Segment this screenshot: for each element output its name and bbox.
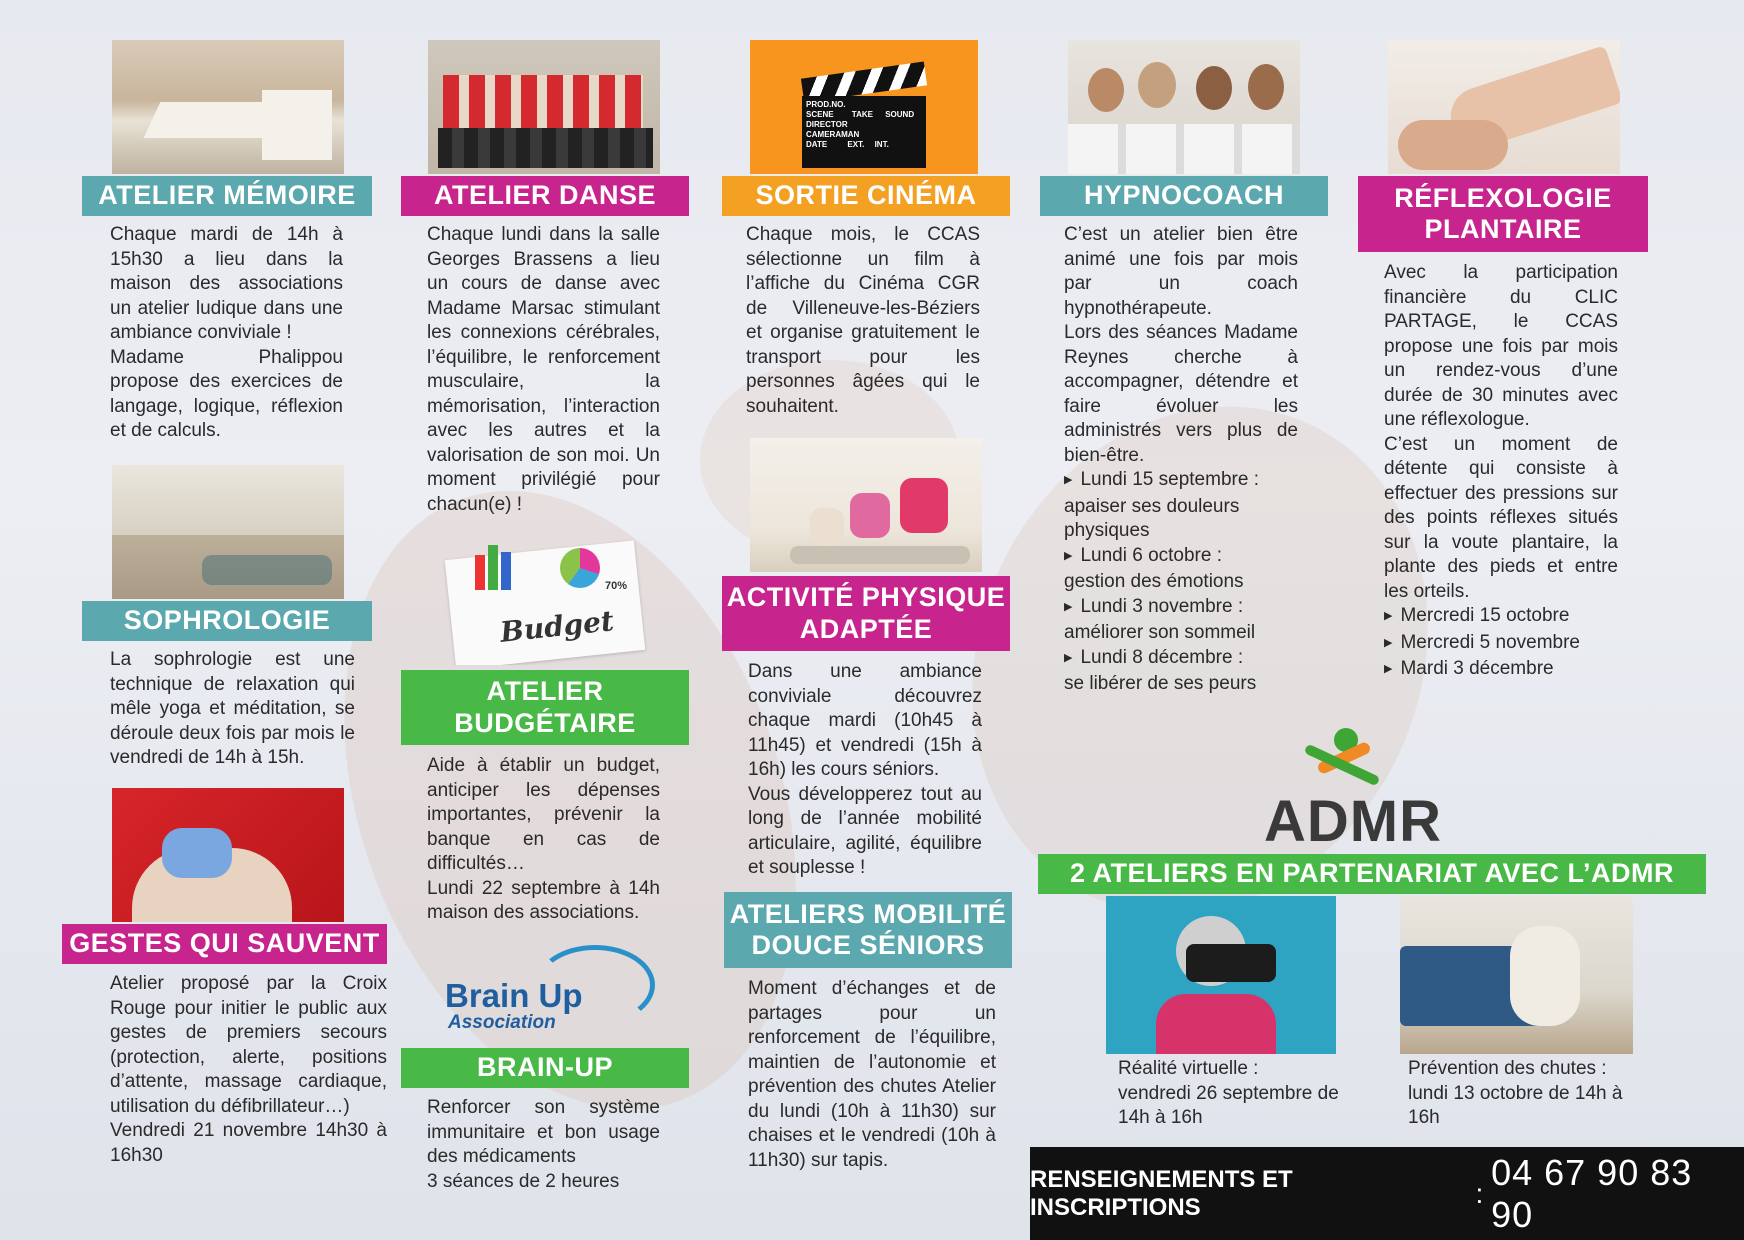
clap-line-sound: SOUND xyxy=(885,110,915,119)
apa-title xyxy=(722,576,1010,651)
hypnocoach-session-2 xyxy=(1064,544,1298,595)
clap-line-director: DIRECTOR xyxy=(806,120,848,129)
memoire-photo xyxy=(112,40,344,174)
hypnocoach-paragraph-2: Lors des séances Madame Reynes cherche à accompagner, détendre et faire évoluer les administrés vers plus de bien-être. xyxy=(1064,322,1298,466)
sophrologie-text xyxy=(110,648,355,771)
reflexologie-photo xyxy=(1388,40,1620,174)
apa-photo xyxy=(750,438,982,572)
memoire-paragraph-1: Chaque mardi de 14h à 15h30 a lieu dans la maison des associations un atelier ludique dans une ambiance conviviale ! xyxy=(110,224,343,343)
budget-image-percent: 70% xyxy=(605,580,628,592)
brain-up-text xyxy=(427,1096,660,1194)
reflexologie-paragraph-2: C’est un moment de détente qui consiste à effectuer des pressions sur des points réflexes situés sur la voute plantaire, la plante des pieds et entre les orteils. xyxy=(1384,433,1618,602)
budget-title xyxy=(401,670,689,745)
brain-up-logo-subtext: Association xyxy=(448,1012,556,1033)
admr-title xyxy=(1038,854,1706,894)
budget-image-word: Budget xyxy=(498,604,616,649)
reflexologie-title xyxy=(1358,176,1648,252)
mobilite-title xyxy=(724,892,1012,968)
footer-contact-bar xyxy=(1030,1147,1744,1240)
apa-text xyxy=(748,660,982,881)
memoire-paragraph-2: Madame Phalippou propose des exercices de langage, logique, réflexion et de calculs. xyxy=(110,346,343,441)
clap-line-ext: EXT. xyxy=(847,140,865,149)
danse-title xyxy=(401,176,689,216)
danse-title-text: ATELIER DANSE xyxy=(433,180,656,211)
memoire-title xyxy=(82,176,372,216)
brain-up-paragraph-1: Renforcer son système immunitaire et bon usage des médicaments xyxy=(427,1097,660,1167)
hypnocoach-session-1-date: ▶ Lundi 15 septembre : xyxy=(1064,468,1298,495)
reflexologie-text xyxy=(1384,261,1618,684)
hypnocoach-session-3-topic: améliorer son sommeil xyxy=(1064,622,1256,643)
mobilite-paragraph-1: Moment d’échanges et de partages pour un renforcement de l’équilibre, maintien de l’autonomie et prévention des chutes Atelier du lundi (10h à 11h30) sur chaises et le vendredi (10h à 11h30) sur tapis. xyxy=(748,978,996,1171)
clap-line-take: TAKE xyxy=(851,110,873,119)
hypnocoach-text xyxy=(1064,223,1298,697)
memoire-title-text: ATELIER MÉMOIRE xyxy=(98,180,356,211)
reflexologie-paragraph-1: Avec la participation financière du CLIC PARTAGE, le CCAS propose une fois par mois un rendez-vous d’une durée de 30 minutes avec une réflexologue. xyxy=(1384,262,1618,430)
apa-title-line-2: ADAPTÉE xyxy=(799,613,933,644)
brain-up-title-text: BRAIN-UP xyxy=(477,1052,613,1083)
gestes-photo xyxy=(112,788,344,922)
reflexologie-date-1: ▶ Mercredi 15 octobre xyxy=(1384,604,1618,631)
admr-vr-caption-line-2: vendredi 26 septembre de 14h à 16h xyxy=(1118,1082,1339,1128)
hypnocoach-title-text: HYPNOCOACH xyxy=(1083,180,1284,211)
apa-paragraph-2: Vous développerez tout au long de l’année mobilité articulaire, agilité, équilibre et souplesse ! xyxy=(748,783,982,878)
admr-title-text: 2 ATELIERS EN PARTENARIAT AVEC L’ADMR xyxy=(1069,858,1675,889)
reflexologie-date-2: ▶ Mercredi 5 novembre xyxy=(1384,631,1618,658)
admr-chute-caption-line-2: lundi 13 octobre de 14h à 16h xyxy=(1408,1082,1623,1128)
sophrologie-paragraph-1: La sophrologie est une technique de relaxation qui mêle yoga et méditation, se déroule deux fois par mois le vendredi de 14h à 15h. xyxy=(110,649,355,768)
clap-line-scene: SCENE xyxy=(806,110,834,119)
brain-up-paragraph-2: 3 séances de 2 heures xyxy=(427,1170,620,1192)
gestes-text xyxy=(110,972,387,1168)
brain-up-logo xyxy=(440,945,650,1035)
footer-separator: : xyxy=(1467,1177,1492,1209)
hypnocoach-session-2-topic: gestion des émotions xyxy=(1064,571,1244,592)
cinema-title xyxy=(722,176,1010,216)
hypnocoach-session-3-date: ▶ Lundi 3 novembre : xyxy=(1064,595,1298,622)
clap-line-cameraman: CAMERAMAN xyxy=(806,130,860,139)
hypnocoach-paragraph-1: C’est un atelier bien être animé une fois par mois par un coach hypnothérapeute. xyxy=(1064,224,1298,319)
hypnocoach-session-3 xyxy=(1064,595,1298,646)
footer-label: RENSEIGNEMENTS ET INSCRIPTIONS xyxy=(1030,1165,1293,1221)
hypnocoach-session-4-date: ▶ Lundi 8 décembre : xyxy=(1064,646,1298,673)
apa-paragraph-1: Dans une ambiance conviviale découvrez chaque mardi (10h45 à 11h45) et vendredi (15h à 16h) les cours séniors. xyxy=(748,661,982,780)
vr-headset-icon xyxy=(1186,944,1276,982)
sophrologie-title xyxy=(82,601,372,641)
admr-logo-text: ADMR xyxy=(1264,789,1442,854)
hypnocoach-photo xyxy=(1068,40,1300,174)
budget-title-line-2: BUDGÉTAIRE xyxy=(454,707,636,738)
hypnocoach-session-1 xyxy=(1064,468,1298,544)
hypnocoach-session-4-topic: se libérer de ses peurs xyxy=(1064,673,1257,694)
danse-photo xyxy=(428,40,660,174)
memoire-text xyxy=(110,223,343,444)
budget-text xyxy=(427,754,660,926)
danse-text xyxy=(427,223,660,517)
budget-image xyxy=(440,530,650,665)
gestes-title xyxy=(62,924,387,964)
reflexologie-title-line-2: PLANTAIRE xyxy=(1424,214,1582,244)
mobilite-title-line-2: DOUCE SÉNIORS xyxy=(751,930,985,960)
mobilite-title-line-1: ATELIERS MOBILITÉ xyxy=(729,898,1007,929)
admr-chute-caption-line-1: Prévention des chutes : xyxy=(1408,1058,1607,1079)
cinema-text xyxy=(746,223,980,419)
clap-line-prod: PROD.NO. xyxy=(806,100,846,109)
mobilite-text xyxy=(748,977,996,1173)
sophrologie-title-text: SOPHROLOGIE xyxy=(123,605,331,636)
hypnocoach-session-4 xyxy=(1064,646,1298,697)
budget-paragraph-1: Aide à établir un budget, anticiper les dépenses importantes, prévenir la banque en cas de difficultés… xyxy=(427,755,660,874)
budget-paragraph-2: Lundi 22 septembre à 14h maison des associations. xyxy=(427,877,660,923)
clap-line-date: DATE xyxy=(806,140,828,149)
cinema-title-text: SORTIE CINÉMA xyxy=(755,180,977,211)
reflexologie-title-line-1: RÉFLEXOLOGIE xyxy=(1394,182,1612,213)
admr-logo xyxy=(1262,722,1462,852)
admr-vr-caption-line-1: Réalité virtuelle : xyxy=(1118,1058,1259,1079)
brain-up-logo-text: Brain Up xyxy=(445,977,583,1014)
admr-vr-caption xyxy=(1118,1057,1358,1131)
danse-paragraph-1: Chaque lundi dans la salle Georges Brassens a lieu un cours de danse avec Madame Marsac stimulant les connexions cérébrales, l’équilibre, le renforcement musculaire, la mémorisation, l’interaction avec les autres et la valorisation de son moi. Un moment privilégié pour chacun(e) ! xyxy=(427,224,660,515)
admr-chute-caption xyxy=(1408,1057,1640,1131)
footer-phone: 04 67 90 83 90 xyxy=(1491,1151,1693,1235)
hypnocoach-title xyxy=(1040,176,1328,216)
apa-title-line-1: ACTIVITÉ PHYSIQUE xyxy=(726,582,1006,613)
clap-line-int: INT. xyxy=(874,140,889,149)
admr-vr-photo xyxy=(1106,896,1336,1054)
brain-up-title xyxy=(401,1048,689,1088)
sophrologie-photo xyxy=(112,465,344,599)
reflexologie-date-3: ▶ Mardi 3 décembre xyxy=(1384,657,1618,684)
gestes-paragraph-1: Atelier proposé par la Croix Rouge pour initier le public aux gestes de premiers secours (protection, alerte, positions d’attente, massage cardiaque, utilisation du défibrillateur…) xyxy=(110,973,387,1117)
budget-title-line-1: ATELIER xyxy=(486,676,604,707)
cinema-paragraph-1: Chaque mois, le CCAS sélectionne un film à l’affiche du Cinéma CGR de Villeneuve-les-Béziers et organise gratuitement le transport pour les personnes âgées qui le souhaitent. xyxy=(746,224,980,417)
gestes-title-text: GESTES QUI SAUVENT xyxy=(69,928,380,959)
hypnocoach-session-2-date: ▶ Lundi 6 octobre : xyxy=(1064,544,1298,571)
cinema-photo xyxy=(750,40,978,174)
gestes-paragraph-2: Vendredi 21 novembre 14h30 à 16h30 xyxy=(110,1120,387,1166)
admr-chute-photo xyxy=(1400,896,1633,1054)
hypnocoach-session-1-topic: apaiser ses douleurs physiques xyxy=(1064,495,1240,541)
